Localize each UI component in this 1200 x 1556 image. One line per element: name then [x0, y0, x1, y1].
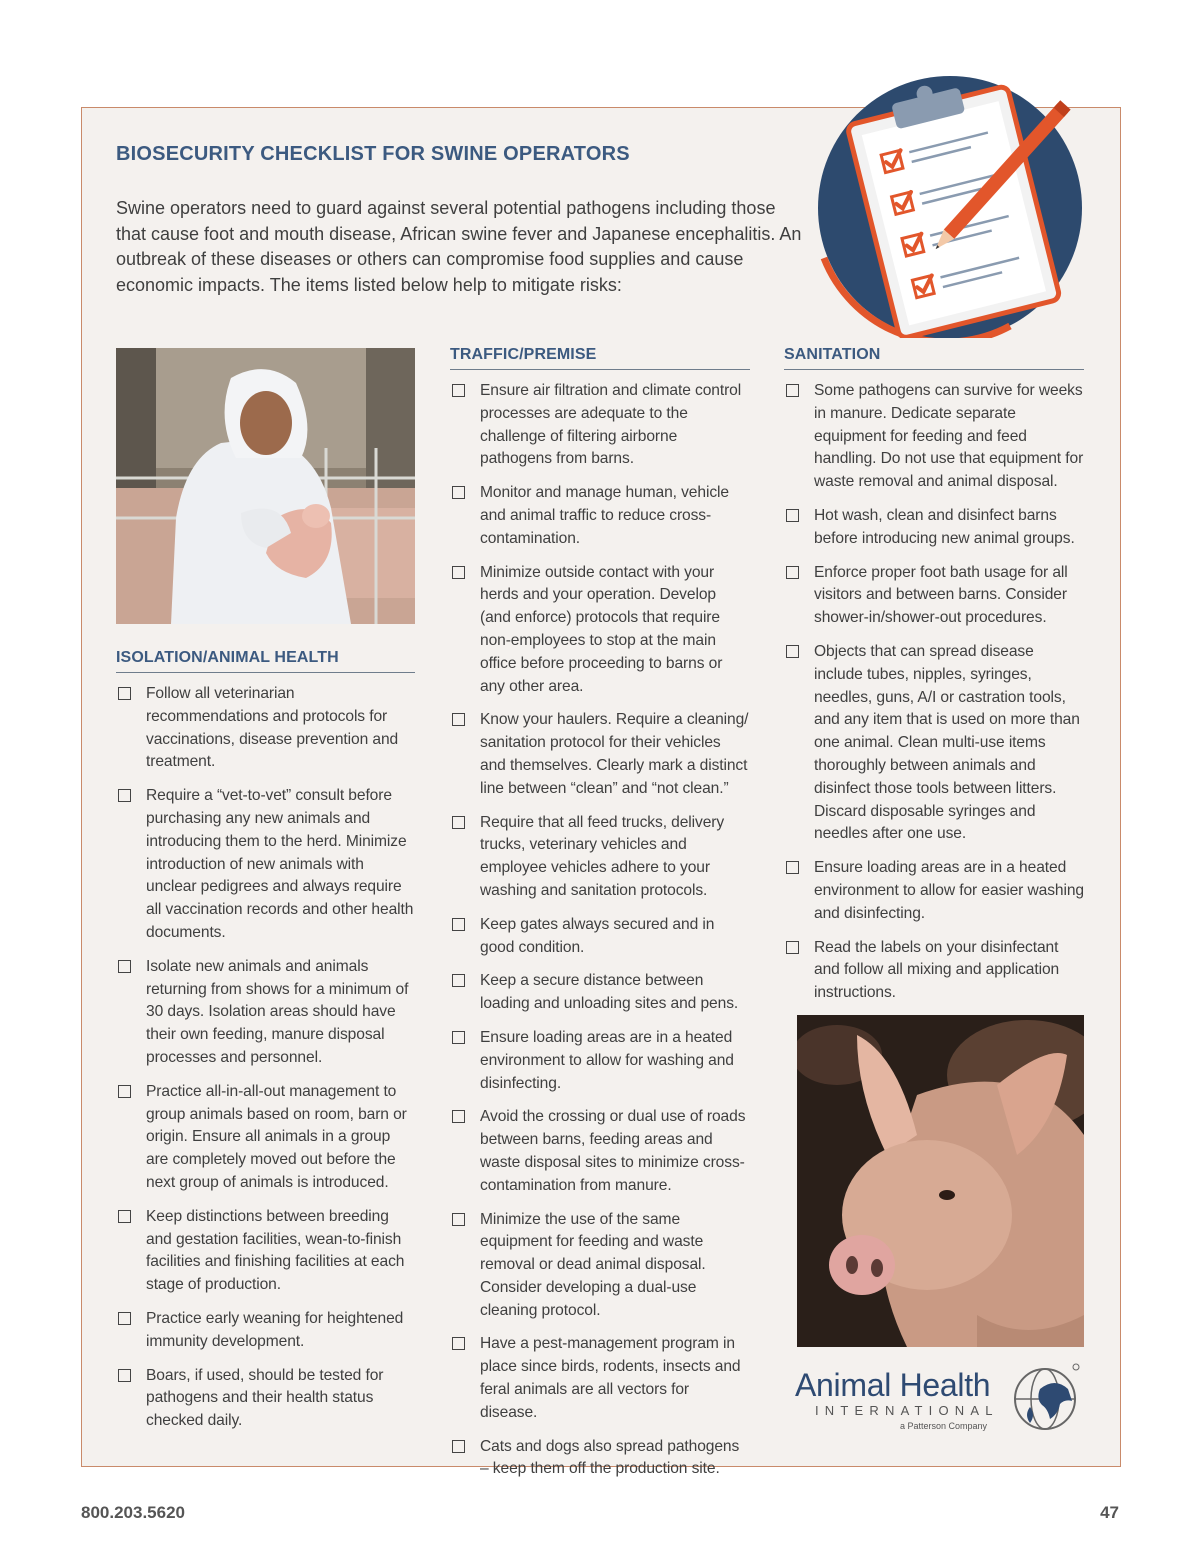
- checkbox-icon[interactable]: [118, 789, 131, 802]
- checklist-item-text: Ensure loading areas are in a heated environment to allow for washing and disinfecting.: [480, 1028, 734, 1092]
- checklist-item-text: Practice early weaning for heightened immunity development.: [146, 1309, 404, 1350]
- checklist-item-text: Objects that can spread disease include tubes, nipples, syringes, needles, guns, A/I or castration tools, and any item that is used on more than one animal. Clean multi-use items thoroughly between animals and disinfect those tools between litters. Discard disposable syringes and needles after one use.: [814, 642, 1080, 843]
- globe-horse-logo-icon: [1010, 1359, 1085, 1434]
- section-title: TRAFFIC/PREMISE: [450, 346, 750, 370]
- page-number: 47: [1100, 1503, 1119, 1522]
- section-title: ISOLATION/ANIMAL HEALTH: [116, 649, 415, 673]
- checklist-item-text: Keep distinctions between breeding and gestation facilities, wean-to-finish facilities and finishing facilities at each stage of production.: [146, 1207, 405, 1294]
- checklist-item: [116, 683, 415, 774]
- checklist-item-text: Minimize outside contact with your herds and your operation. Develop (and enforce) protocols that require non-employees to stop at the main office before proceeding to barns or any other area.: [480, 563, 723, 695]
- checkbox-icon[interactable]: [118, 1085, 131, 1098]
- checklist-item-text: Some pathogens can survive for weeks in manure. Dedicate separate equipment for feeding and feed handling. Do not use that equipment for waste removal and animal disposal.: [814, 382, 1084, 491]
- logo-subtitle: INTERNATIONAL: [815, 1403, 999, 1418]
- checklist-item-text: Cats and dogs also spread pathogens – keep them off the production site.: [480, 1437, 740, 1478]
- checkbox-icon[interactable]: [452, 486, 465, 499]
- page-title: BIOSECURITY CHECKLIST FOR SWINE OPERATORS: [116, 143, 630, 165]
- checklist-item: [116, 956, 415, 1070]
- logo-name: Animal Health: [795, 1367, 991, 1403]
- clipboard-checklist-icon: [800, 58, 1100, 338]
- checklist-item: [116, 1206, 415, 1297]
- checklist-item: [450, 1333, 750, 1424]
- checklist-item-text: Follow all veterinarian recommendations and protocols for vaccinations, disease prevention and treatment.: [146, 685, 399, 771]
- checklist-item: [450, 380, 750, 471]
- checklist-item-text: Boars, if used, should be tested for pathogens and their health status checked daily.: [146, 1366, 384, 1430]
- checklist-item-text: Know your haulers. Require a cleaning/ sanitation protocol for their vehicles and themselves. Clearly mark a distinct line between “clean” and “not clean.”: [480, 711, 749, 797]
- checklist-item-text: Hot wash, clean and disinfect barns before introducing new animal groups.: [814, 506, 1075, 547]
- checkbox-icon[interactable]: [452, 816, 465, 829]
- logo-tagline: a Patterson Company: [900, 1421, 988, 1431]
- checklist-item-text: Isolate new animals and animals returning from shows for a minimum of 30 days. Isolation areas should have their own feeding, manure disposal processes and personnel.: [146, 957, 409, 1066]
- checkbox-icon[interactable]: [452, 1440, 465, 1453]
- checklist-item: [450, 914, 750, 960]
- checklist-item-text: Avoid the crossing or dual use of roads between barns, feeding areas and waste disposal sites to minimize cross-contamination from manure.: [480, 1108, 746, 1194]
- checkbox-icon[interactable]: [452, 384, 465, 397]
- checklist-item-text: Keep a secure distance between loading and unloading sites and pens.: [480, 972, 739, 1013]
- checkbox-icon[interactable]: [118, 1369, 131, 1382]
- checklist-item-text: Ensure loading areas are in a heated environment to allow for easier washing and disinfecting.: [814, 859, 1084, 922]
- section-isolation-animal-health: [116, 649, 415, 1444]
- checkbox-icon[interactable]: [118, 687, 131, 700]
- checkbox-icon[interactable]: [452, 1213, 465, 1226]
- checkbox-icon[interactable]: [786, 861, 799, 874]
- checkbox-icon[interactable]: [786, 566, 799, 579]
- checklist-item: [450, 1106, 750, 1197]
- checklist-item-text: Keep gates always secured and in good condition.: [480, 915, 715, 956]
- checkbox-icon[interactable]: [786, 509, 799, 522]
- checklist-item: [116, 1365, 415, 1433]
- checklist-item-text: Enforce proper foot bath usage for all visitors and between barns. Consider shower-in/shower-out procedures.: [814, 563, 1068, 627]
- pig-photo: [797, 1015, 1084, 1347]
- checkbox-icon[interactable]: [786, 384, 799, 397]
- checklist-item-text: Require that all feed trucks, delivery trucks, veterinary vehicles and employee vehicles adhere to your washing and sanitation protocols.: [480, 813, 725, 899]
- checkbox-icon[interactable]: [452, 1110, 465, 1123]
- footer-phone: 800.203.5620: [81, 1503, 185, 1522]
- checkbox-icon[interactable]: [452, 1337, 465, 1350]
- checklist-item: [450, 1027, 750, 1095]
- checkbox-icon[interactable]: [786, 941, 799, 954]
- checkbox-icon[interactable]: [118, 1312, 131, 1325]
- worker-holding-piglet-photo: [116, 348, 415, 624]
- checkbox-icon[interactable]: [118, 1210, 131, 1223]
- checkbox-icon[interactable]: [452, 566, 465, 579]
- checklist-item-text: Minimize the use of the same equipment for feeding and waste removal or dead animal disposal. Consider developing a dual-use cleaning protocol.: [480, 1210, 706, 1319]
- checklist-item: [450, 1209, 750, 1323]
- checklist-item: [784, 937, 1084, 1005]
- checklist-item-text: Ensure air filtration and climate control processes are adequate to the challenge of filtering airborne pathogens from barns.: [480, 382, 742, 468]
- checklist-item: [450, 1436, 750, 1482]
- checklist-item: [784, 857, 1084, 925]
- checklist-item: [784, 380, 1084, 494]
- checklist-item: [450, 709, 750, 800]
- checkbox-icon[interactable]: [452, 1031, 465, 1044]
- checkbox-icon[interactable]: [452, 713, 465, 726]
- checklist-item-text: Require a “vet-to-vet” consult before purchasing any new animals and introducing them to the herd. Minimize introduction of new animals with unclear pedigrees and always require all vaccination records and other health documents.: [146, 787, 414, 941]
- checklist-item: [116, 1308, 415, 1354]
- checkbox-icon[interactable]: [786, 645, 799, 658]
- checklist-item: [784, 641, 1084, 846]
- intro-paragraph: Swine operators need to guard against several potential pathogens including those that cause foot and mouth disease, African swine fever and Japanese encephalitis. An outbreak of these diseases or others can compromise food supplies and cause economic impacts. The items listed below help to mitigate risks:: [116, 198, 802, 295]
- section-title: SANITATION: [784, 346, 1084, 370]
- checkbox-icon[interactable]: [452, 918, 465, 931]
- checklist-item-text: Practice all-in-all-out management to group animals based on room, barn or origin. Ensure all animals in a group are completely moved out before the next group of animals is introduced.: [146, 1082, 407, 1191]
- checklist-item-text: Have a pest-management program in place since birds, rodents, insects and feral animals are all vectors for disease.: [480, 1335, 741, 1421]
- checklist-item-text: Read the labels on your disinfectant and follow all mixing and application instructions.: [814, 938, 1060, 1002]
- section-traffic-premise: [450, 346, 750, 1492]
- checkbox-icon[interactable]: [118, 960, 131, 973]
- checklist-item: [450, 970, 750, 1016]
- checklist-item: [116, 785, 415, 945]
- animal-health-international-logo: [795, 1357, 1085, 1437]
- checkbox-icon[interactable]: [452, 974, 465, 987]
- checklist-item: [450, 482, 750, 550]
- checklist-item: [116, 1081, 415, 1195]
- section-sanitation: [784, 346, 1084, 1016]
- checklist-item: [784, 562, 1084, 630]
- checklist-item: [450, 562, 750, 699]
- checklist-item: [784, 505, 1084, 551]
- checklist-item-text: Monitor and manage human, vehicle and animal traffic to reduce cross-contamination.: [480, 484, 729, 547]
- checklist-item: [450, 812, 750, 903]
